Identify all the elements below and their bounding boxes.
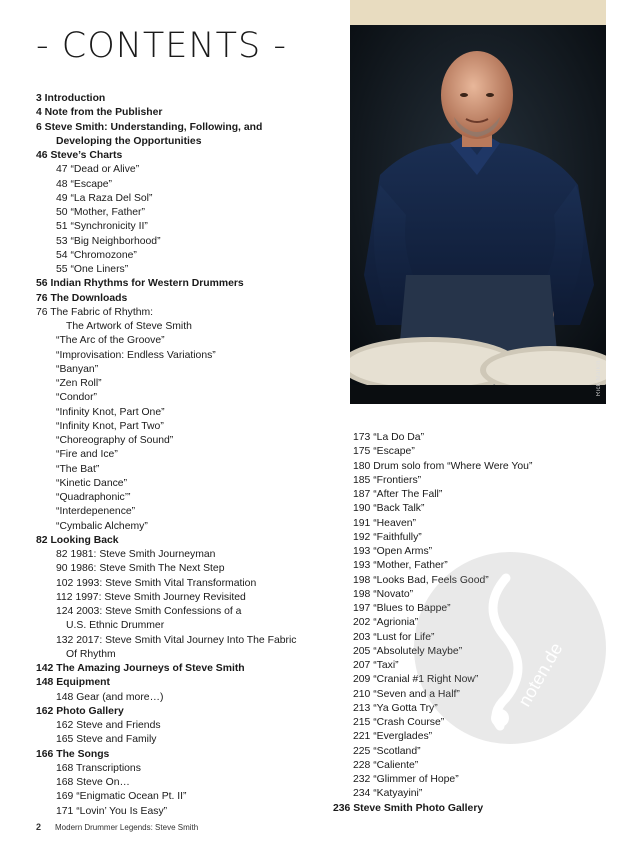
toc-entry: 47 “Dead or Alive” — [56, 164, 140, 176]
toc-entry: 192 “Faithfully” — [353, 531, 422, 543]
toc-entry: 234 “Katyayini” — [353, 788, 423, 800]
toc-entry: 76 The Downloads — [36, 292, 128, 304]
toc-entry: 190 “Back Talk” — [353, 503, 425, 515]
toc-entry: 168 Steve On… — [56, 777, 130, 788]
toc-entry: 53 “Big Neighborhood” — [56, 235, 161, 247]
drummer-photo — [350, 0, 606, 404]
toc-entry: 180 Drum solo from “Where Were You” — [353, 460, 533, 472]
toc-entry: 6 Steve Smith: Understanding, Following, and — [36, 121, 263, 133]
page-footer — [36, 822, 198, 832]
page-number: 2 — [36, 822, 42, 832]
toc-entry: “The Bat” — [56, 463, 100, 475]
toc-entry: 112 1997: Steve Smith Journey Revisited — [56, 591, 246, 603]
toc-entry: 169 “Enigmatic Ocean Pt. II” — [56, 791, 187, 803]
toc-entry: 193 “Open Arms” — [353, 546, 433, 557]
toc-entry: 124 2003: Steve Smith Confessions of a — [56, 606, 242, 617]
toc-entry: 210 “Seven and a Half” — [353, 688, 460, 700]
toc-entry: Of Rhythm — [66, 648, 116, 660]
toc-entry: 3 Introduction — [36, 93, 106, 104]
photo-top-strip — [350, 0, 606, 25]
page-title: - CONTENTS - — [36, 26, 287, 66]
toc-entry: 148 Gear (and more…) — [56, 691, 164, 703]
toc-entry: “Cymbalic Alchemy” — [56, 520, 148, 532]
toc-entry: 225 “Scotland” — [353, 745, 421, 757]
toc-entry: 221 “Everglades” — [353, 731, 433, 743]
toc-entry: 168 Transcriptions — [56, 762, 141, 774]
toc-entry: 82 1981: Steve Smith Journeyman — [56, 549, 216, 560]
toc-entry: 191 “Heaven” — [353, 517, 416, 529]
toc-entry: 203 “Lust for Life” — [353, 631, 435, 643]
toc-entry: 142 The Amazing Journeys of Steve Smith — [36, 663, 245, 674]
toc-entry: 215 “Crash Course” — [353, 717, 445, 728]
toc-entry: 102 1993: Steve Smith Vital Transformation — [56, 577, 257, 589]
toc-entry: “Zen Roll” — [56, 378, 102, 389]
toc-entry: 165 Steve and Family — [56, 734, 157, 746]
toc-entry: 50 “Mother, Father” — [56, 207, 145, 218]
toc-entry: “Choreography of Sound” — [56, 435, 174, 446]
toc-entry: 48 “Escape” — [56, 178, 113, 190]
footer-text: Modern Drummer Legends: Steve Smith — [55, 823, 199, 832]
toc-entry: 175 “Escape” — [353, 446, 415, 458]
toc-entry: 148 Equipment — [36, 677, 110, 689]
toc-entry: The Artwork of Steve Smith — [66, 321, 192, 332]
toc-entry: 76 The Fabric of Rhythm: — [36, 306, 154, 318]
photo-credit: Rick Malkin — [596, 359, 602, 396]
toc-left-column — [36, 92, 296, 819]
toc-entry: 202 “Agrionia” — [353, 617, 419, 629]
toc-entry: U.S. Ethnic Drummer — [66, 620, 165, 632]
toc-entry: 236 Steve Smith Photo Gallery — [333, 802, 484, 814]
toc-entry: 198 “Looks Bad, Feels Good” — [353, 574, 489, 586]
toc-entry: 49 “La Raza Del Sol” — [56, 192, 153, 204]
toc-entry: 228 “Caliente” — [353, 759, 419, 771]
toc-entry: 213 “Ya Gotta Try” — [353, 702, 438, 714]
toc-entry: 187 “After The Fall” — [353, 489, 443, 500]
toc-entry: Developing the Opportunities — [56, 135, 202, 147]
toc-entry: “Fire and Ice” — [56, 449, 118, 461]
toc-entry: 82 Looking Back — [36, 534, 119, 546]
toc-entry: 209 “Cranial #1 Right Now” — [353, 674, 479, 686]
toc-entry: 171 “Lovin’ You Is Easy” — [56, 805, 168, 817]
toc-entry: 51 “Synchronicity II” — [56, 221, 148, 233]
toc-entry: 232 “Glimmer of Hope” — [353, 774, 459, 785]
toc-entry: 46 Steve’s Charts — [36, 150, 123, 161]
toc-entry: 132 2017: Steve Smith Vital Journey Into The Fabric — [56, 634, 297, 646]
watermark-text: noten.de — [514, 639, 567, 710]
toc-entry: 205 “Absolutely Maybe” — [353, 645, 463, 657]
toc-entry: 55 “One Liners” — [56, 264, 129, 275]
toc-entry: 162 Steve and Friends — [56, 720, 161, 731]
toc-entry: “Infinity Knot, Part Two” — [56, 420, 164, 432]
toc-entry: “Improvisation: Endless Variations” — [56, 349, 216, 361]
toc-entry: 166 The Songs — [36, 748, 110, 760]
toc-entry: 207 “Taxi” — [353, 660, 399, 671]
toc-entry: 56 Indian Rhythms for Western Drummers — [36, 278, 244, 290]
drummer-illustration — [350, 25, 606, 404]
toc-entry: “Condor” — [56, 392, 97, 404]
toc-entry: 162 Photo Gallery — [36, 705, 124, 717]
toc-entry: 4 Note from the Publisher — [36, 107, 163, 119]
toc-entry: “Infinity Knot, Part One” — [56, 406, 165, 418]
toc-entry: “The Arc of the Groove” — [56, 335, 165, 347]
toc-entry: “Banyan” — [56, 363, 99, 375]
toc-entry: 198 “Novato” — [353, 588, 414, 600]
toc-entry: “Quadraphonic’” — [56, 492, 131, 503]
toc-entry: 90 1986: Steve Smith The Next Step — [56, 563, 225, 575]
toc-entry: 173 “La Do Da” — [353, 432, 425, 443]
toc-entry: “Kinetic Dance” — [56, 477, 128, 489]
toc-entry: 54 “Chromozone” — [56, 249, 137, 261]
watermark-logo — [410, 548, 610, 748]
toc-entry: 193 “Mother, Father” — [353, 560, 448, 572]
toc-entry: 185 “Frontiers” — [353, 474, 422, 486]
toc-entry: “Interdepenence” — [56, 506, 136, 518]
toc-entry: 197 “Blues to Bappe” — [353, 603, 451, 614]
